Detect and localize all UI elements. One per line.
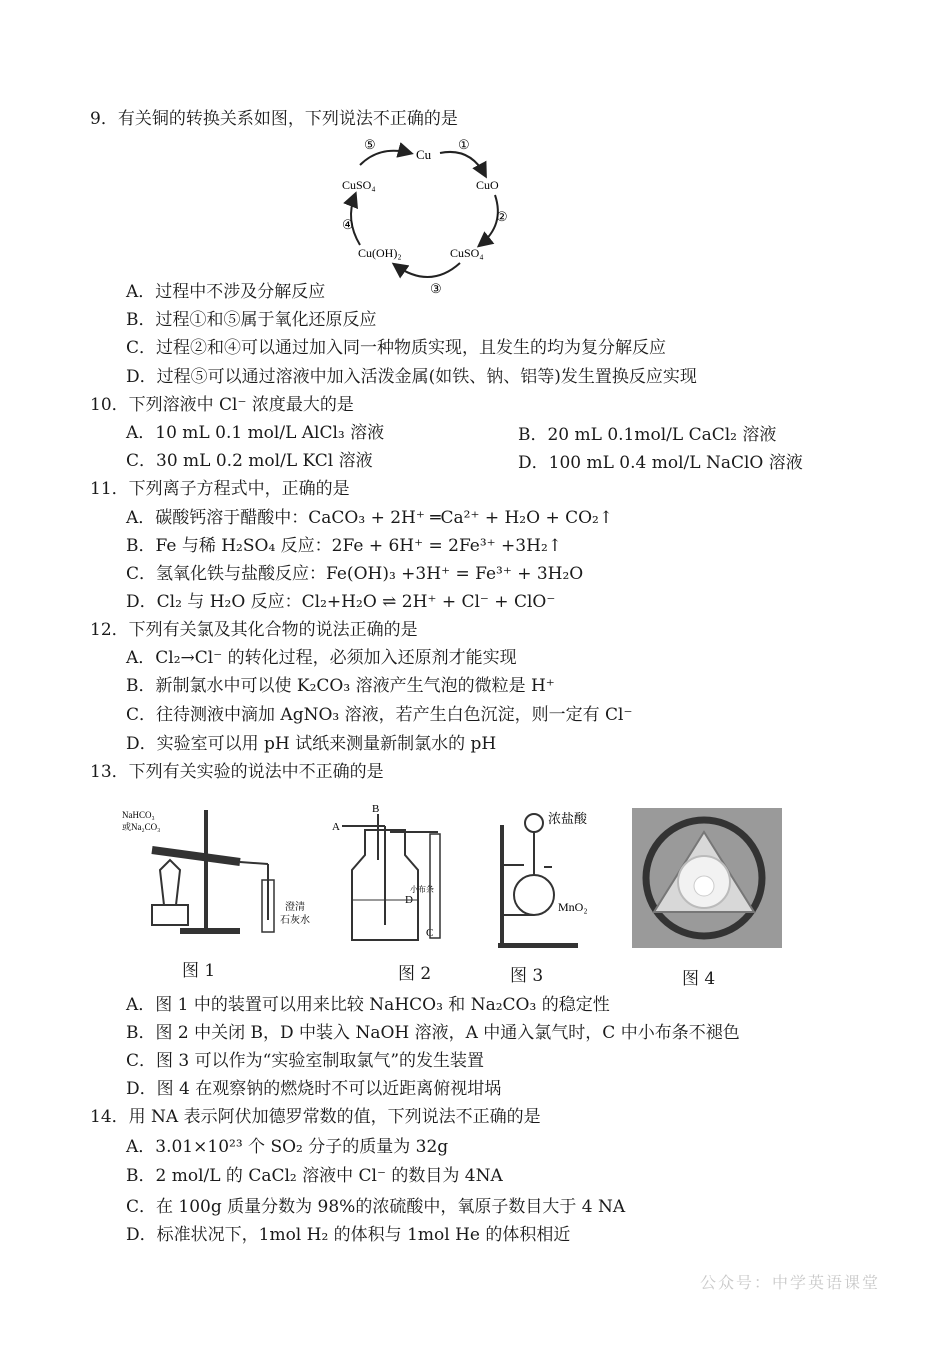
q12-option-d: D．实验室可以用 pH 试纸来测量新制氯水的 pH (126, 734, 497, 754)
cuso4-left-label: CuSO₄ (342, 178, 376, 192)
copper-cycle-diagram (320, 135, 540, 295)
fig3-caption: 图 3 (510, 966, 544, 986)
fig2-label-strip: 小布条 (410, 885, 434, 894)
q11-stem: 11．下列离子方程式中，正确的是 (90, 479, 350, 499)
fig2-label-d: D (405, 894, 413, 906)
q10-option-b: B．20 mL 0.1mol/L CaCl₂ 溶液 (518, 425, 777, 445)
watermark: 公众号：中学英语课堂 (699, 1273, 880, 1292)
fig2-label-c: C (426, 927, 434, 939)
q14-option-d: D．标准状况下，1mol H₂ 的体积与 1mol He 的体积相近 (126, 1225, 571, 1245)
fig2-gas-bottle (330, 800, 460, 945)
q10-option-a: A．10 mL 0.1 mol/L AlCl₃ 溶液 (126, 423, 385, 443)
fig1-heating-apparatus (120, 800, 320, 945)
step-2: ② (496, 209, 508, 224)
q9-stem: 9．有关铜的转换关系如图，下列说法不正确的是 (90, 109, 458, 129)
q11-option-a: A．碳酸钙溶于醋酸中：CaCO₃ + 2H⁺ ═Ca²⁺ + H₂O + CO₂↑ (126, 508, 614, 528)
fig2-label-b: B (372, 803, 380, 815)
fig3-label-mno2: MnO₂ (558, 900, 588, 914)
q13-option-c: C．图 3 可以作为“实验室制取氯气”的发生装置 (126, 1051, 485, 1071)
q9-option-b: B．过程①和⑤属于氧化还原反应 (126, 310, 377, 330)
cuoh2-label: Cu(OH)₂ (358, 246, 402, 260)
q13-option-a: A．图 1 中的装置可以用来比较 NaHCO₃ 和 Na₂CO₃ 的稳定性 (126, 995, 610, 1015)
step-4: ④ (342, 217, 354, 232)
cuso4-right-label: CuSO₄ (450, 246, 484, 260)
q12-stem: 12．下列有关氯及其化合物的说法正确的是 (90, 620, 418, 640)
q14-option-b: B．2 mol/L 的 CaCl₂ 溶液中 Cl⁻ 的数目为 4NA (126, 1166, 503, 1186)
fig1-label-limewater: 石灰水 (280, 915, 310, 926)
fig4-caption: 图 4 (682, 969, 716, 989)
q9-option-d: D．过程⑤可以通过溶液中加入活泼金属(如铁、钠、铝等)发生置换反应实现 (126, 367, 697, 387)
q11-option-b: B．Fe 与稀 H₂SO₄ 反应：2Fe + 6H⁺ = 2Fe³⁺ +3H₂↑ (126, 536, 563, 556)
q11-option-d: D．Cl₂ 与 H₂O 反应：Cl₂+H₂O ⇌ 2H⁺ + Cl⁻ + ClO⁻ (126, 592, 556, 612)
fig4-crucible-photo (632, 808, 782, 948)
q12-option-a: A．Cl₂→Cl⁻ 的转化过程，必须加入还原剂才能实现 (126, 648, 517, 668)
fig2-label-a: A (332, 821, 340, 833)
q11-option-c: C．氢氧化铁与盐酸反应：Fe(OH)₃ +3H⁺ = Fe³⁺ + 3H₂O (126, 564, 584, 584)
fig1-label-clear: 澄清 (285, 902, 305, 913)
q13-option-d: D．图 4 在观察钠的燃烧时不可以近距离俯视坩埚 (126, 1079, 502, 1099)
fig3-label-acid: 浓盐酸 (548, 811, 588, 826)
fig1-label-nahco3: NaHCO₃ (122, 810, 155, 820)
fig1-caption: 图 1 (182, 961, 216, 981)
q9-option-c: C．过程②和④可以通过加入同一种物质实现，且发生的均为复分解反应 (126, 338, 667, 358)
q12-option-b: B．新制氯水中可以使 K₂CO₃ 溶液产生气泡的微粒是 H⁺ (126, 676, 555, 696)
fig2-caption: 图 2 (398, 964, 432, 984)
q10-option-c: C．30 mL 0.2 mol/L KCl 溶液 (126, 451, 373, 471)
q10-stem: 10．下列溶液中 Cl⁻ 浓度最大的是 (90, 395, 354, 415)
step-5: ⑤ (364, 137, 376, 152)
fig1-label-na2co3: 或Na₂CO₃ (122, 822, 161, 832)
cu-label: Cu (416, 147, 432, 162)
q13-option-b: B．图 2 中关闭 B，D 中装入 NaOH 溶液，A 中通入氯气时，C 中小布条不褪色 (126, 1023, 740, 1043)
q9-option-a: A．过程中不涉及分解反应 (126, 282, 326, 302)
q14-stem: 14．用 NA 表示阿伏加德罗常数的值，下列说法不正确的是 (90, 1107, 541, 1127)
q14-option-a: A．3.01×10²³ 个 SO₂ 分子的质量为 32g (126, 1137, 449, 1157)
q10-option-d: D．100 mL 0.4 mol/L NaClO 溶液 (518, 453, 803, 473)
q14-option-c: C．在 100g 质量分数为 98%的浓硫酸中，氧原子数目大于 4 NA (126, 1197, 626, 1217)
step-1: ① (458, 137, 470, 152)
q12-option-c: C．往待测液中滴加 AgNO₃ 溶液，若产生白色沉淀，则一定有 Cl⁻ (126, 705, 633, 725)
cuo-label: CuO (476, 178, 499, 192)
fig3-chlorine-generator (482, 805, 612, 950)
q13-stem: 13．下列有关实验的说法中不正确的是 (90, 762, 384, 782)
step-3: ③ (430, 281, 442, 295)
